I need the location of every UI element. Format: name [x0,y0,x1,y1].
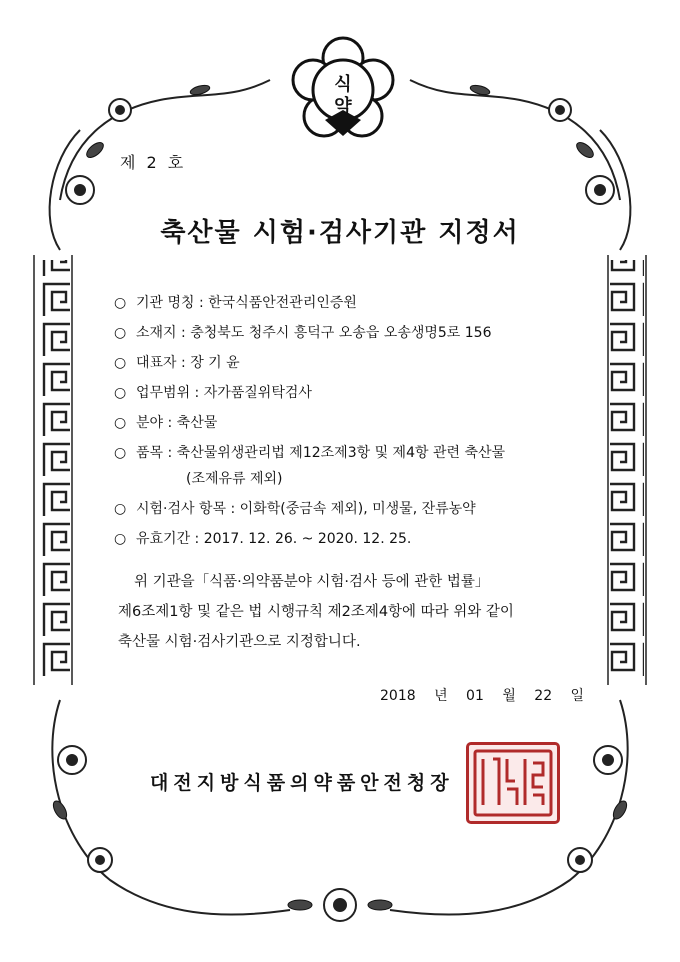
field-text: 유효기간 : 2017. 12. 26. ~ 2020. 12. 25. [136,531,412,547]
bullet-icon: ○ [114,531,127,547]
official-seal-stamp [466,742,560,824]
field-text: 대표자 : 장 기 윤 [136,355,240,371]
bullet-icon: ○ [114,355,127,371]
bullet-icon: ○ [114,295,127,311]
certificate-fields [114,288,584,554]
left-meander-band [36,260,70,680]
bullet-icon: ○ [114,415,127,431]
field-text: 분야 : 축산물 [136,415,218,431]
issuer-name: 대전지방식품의약품안전청장 [150,772,454,794]
field-text: 기관 명칭 : 한국식품안전관리인증원 [136,295,357,311]
field-text: 품목 : 축산물위생관리법 제12조제3항 및 제4항 관련 축산물 [136,445,506,461]
field-institution-name [114,288,584,318]
emblem-char-2: 약 [334,96,352,117]
statement-line-1: 위 기관을「식품·의약품분야 시험·검사 등에 관한 법률」 [134,574,490,590]
statement-line-2: 제6조제1항 및 같은 법 시행규칙 제2조제4항에 따라 위와 같이 [118,604,514,620]
field-text: 업무범위 : 자가품질위탁검사 [136,385,312,401]
field-sector [114,408,584,438]
field-address [114,318,584,348]
bullet-icon: ○ [114,501,127,517]
field-test-items [114,494,584,524]
field-text: 시험·검사 항목 : 이화학(중금속 제외), 미생물, 잔류농약 [136,501,476,517]
field-text: (조제유류 제외) [186,471,283,487]
issue-date: 2018 년 01 월 22 일 [380,688,585,704]
seal-pattern-icon [469,745,557,821]
emblem-char-1: 식 [334,74,352,95]
bullet-icon: ○ [114,445,127,461]
field-text: 소재지 : 충청북도 청주시 흥덕구 오송읍 오송생명5로 156 [136,325,492,341]
field-validity [114,524,584,554]
bullet-icon: ○ [114,325,127,341]
right-meander-band [610,260,644,680]
field-scope [114,378,584,408]
field-representative [114,348,584,378]
bullet-icon: ○ [114,385,127,401]
field-items-continuation [114,464,584,494]
document-title: 축산물 시험·검사기관 지정서 [160,218,520,248]
statement-line-3: 축산물 시험·검사기관으로 지정합니다. [118,634,361,650]
ministry-emblem [290,36,396,142]
certificate-number: 제 2 호 [120,153,187,172]
designation-statement [118,567,580,657]
